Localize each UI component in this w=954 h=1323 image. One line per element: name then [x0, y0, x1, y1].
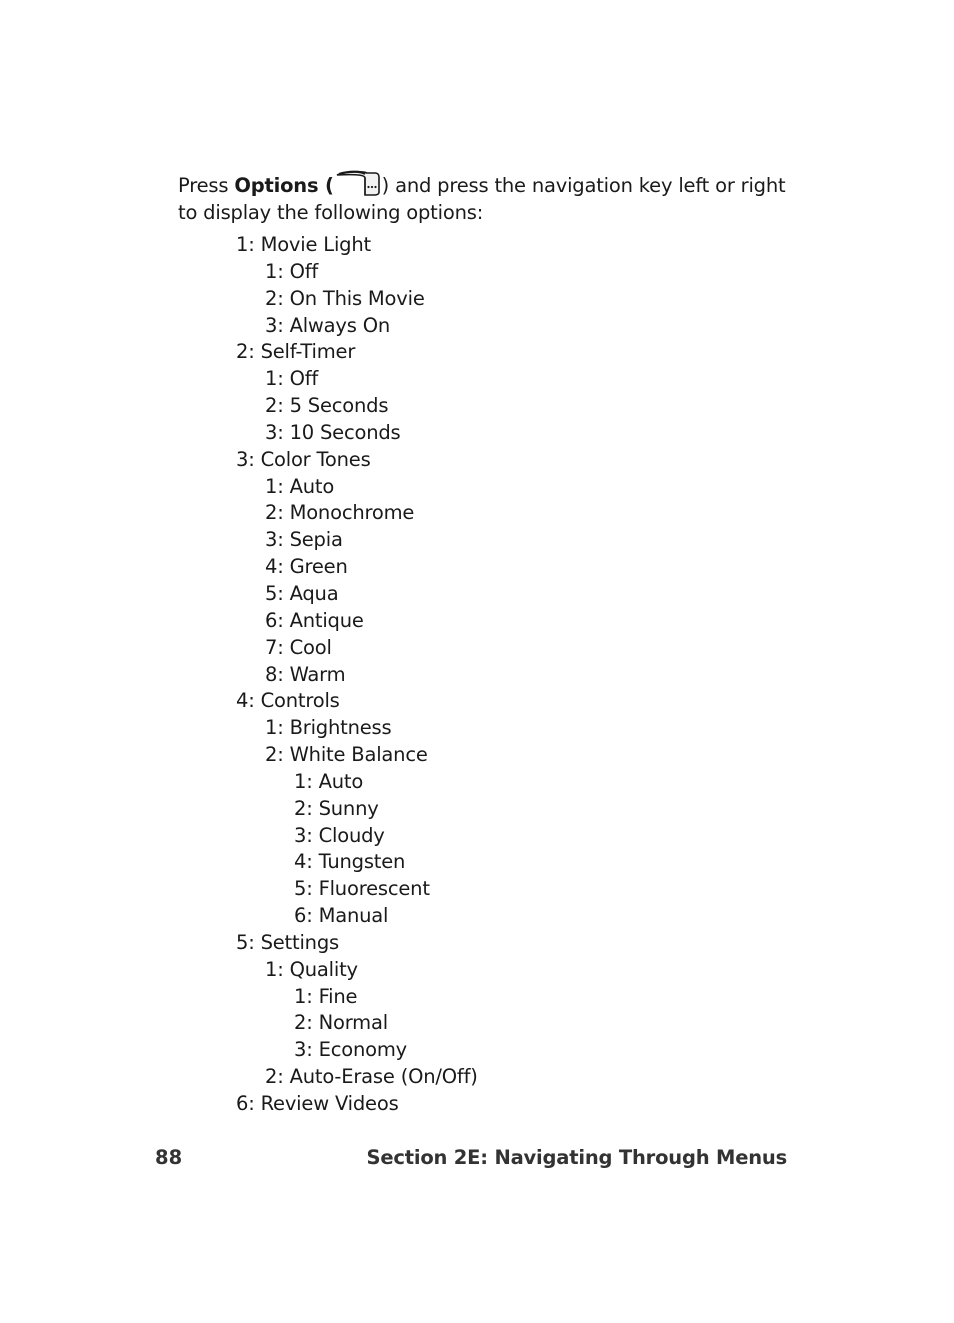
menu-item-level-1: 3: Color Tones [236, 447, 371, 471]
menu-item-level-2: 2: 5 Seconds [265, 394, 389, 418]
menu-item-level-2: 3: 10 Seconds [265, 420, 401, 444]
menu-item-level-1: 4: Controls [236, 689, 340, 713]
menu-item-level-3: 4: Tungsten [294, 850, 406, 874]
menu-item-level-2: 1: Off [265, 259, 319, 283]
menu-item-level-2: 6: Antique [265, 608, 364, 632]
menu-item-level-3: 5: Fluorescent [294, 877, 430, 901]
menu-item-level-2: 1: Quality [265, 957, 358, 981]
section-title: Section 2E: Navigating Through Menus [366, 1146, 787, 1169]
menu-item-level-1: 6: Review Videos [236, 1092, 399, 1115]
options-menu-tree [236, 232, 478, 1118]
menu-item-level-3: 3: Economy [294, 1038, 407, 1062]
menu-item-level-3: 2: Normal [294, 1011, 388, 1035]
intro-paren-close: ) [381, 174, 396, 197]
menu-item-level-3: 2: Sunny [294, 796, 379, 820]
menu-item-level-2: 8: Warm [265, 662, 346, 686]
intro-rest-text: and press the navigation key left or right to display the following options: [178, 174, 786, 224]
menu-item-level-2: 1: Brightness [265, 716, 392, 740]
menu-softkey-icon [335, 170, 381, 196]
menu-item-level-1: 2: Self-Timer [236, 340, 356, 364]
menu-item-level-2: 7: Cool [265, 635, 332, 659]
menu-item-level-2: 4: Green [265, 555, 348, 579]
menu-item-level-2: 2: Monochrome [265, 501, 415, 525]
options-label: Options [234, 174, 319, 197]
intro-press-text: Press [178, 174, 235, 197]
menu-item-level-3: 6: Manual [294, 904, 389, 928]
menu-item-level-2: 2: White Balance [265, 743, 428, 767]
menu-item-level-2: 1: Auto [265, 474, 335, 498]
intro-paragraph [178, 170, 798, 226]
menu-item-level-2: 3: Always On [265, 313, 391, 337]
menu-item-level-2: 2: On This Movie [265, 286, 425, 310]
menu-item-level-2: 5: Aqua [265, 581, 339, 605]
menu-item-level-3: 1: Fine [294, 984, 358, 1008]
menu-item-level-3: 3: Cloudy [294, 823, 385, 847]
menu-item-level-2: 1: Off [265, 367, 319, 391]
menu-item-level-2: 3: Sepia [265, 528, 343, 552]
menu-item-level-2: 2: Auto-Erase (On/Off) [265, 1065, 478, 1089]
menu-item-level-1: 5: Settings [236, 930, 339, 954]
intro-paren-open: ( [318, 174, 334, 197]
page-number: 88 [155, 1146, 183, 1169]
menu-item-level-1: 1: Movie Light [236, 233, 371, 256]
menu-item-level-3: 1: Auto [294, 769, 364, 793]
